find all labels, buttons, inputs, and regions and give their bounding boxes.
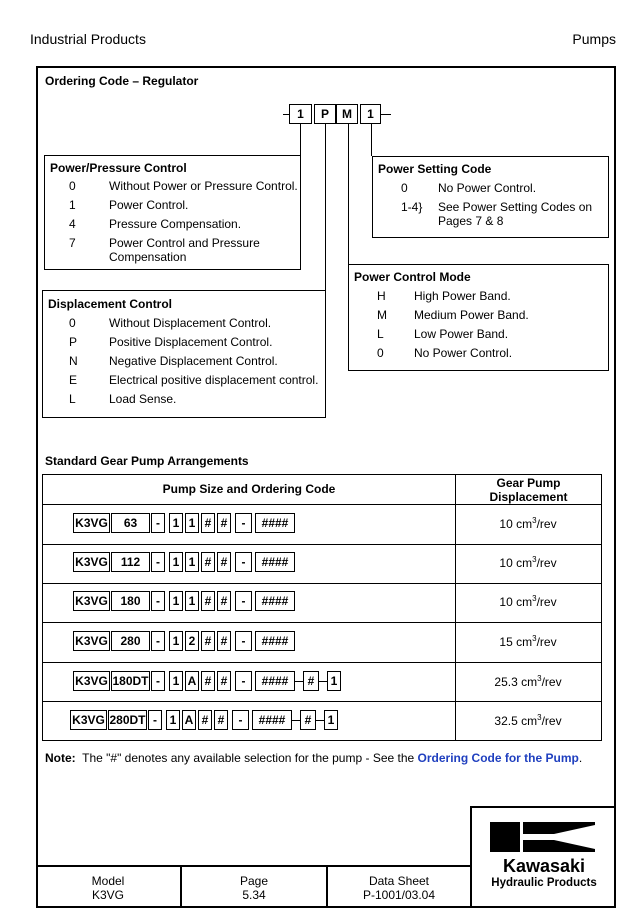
gear-code-cell: # <box>201 671 215 691</box>
gear-code-cell: 1 <box>169 513 183 533</box>
disp-value: 10 cm <box>499 556 533 570</box>
pp-code: 0 <box>69 179 76 193</box>
gear-code-cell: - <box>148 710 162 730</box>
kawasaki-logo-icon <box>490 820 598 860</box>
gear-code-cell: - <box>232 710 249 730</box>
ps-code: 0 <box>401 181 408 195</box>
regulator-title: Ordering Code – Regulator <box>45 74 199 88</box>
gear-code-cell: 1 <box>185 552 199 572</box>
gear-code-cell: #### <box>255 671 295 691</box>
power-pressure-title: Power/Pressure Control <box>50 161 187 175</box>
gear-code-cell: 1 <box>166 710 180 730</box>
footer-page-label: Page <box>239 874 269 888</box>
gear-displacement <box>455 516 601 531</box>
gear-code-cell: # <box>217 671 231 691</box>
pp-code: 7 <box>69 236 76 250</box>
dc-desc: Without Displacement Control. <box>109 316 272 330</box>
disp-value: 10 cm <box>499 517 533 531</box>
note <box>45 751 582 765</box>
gear-extra-cell: 1 <box>327 671 341 691</box>
gear-model-cell: K3VG <box>73 552 110 572</box>
dc-code: E <box>69 373 78 387</box>
gear-code-cell: # <box>217 513 231 533</box>
gear-code-cell: # <box>201 513 215 533</box>
pp-code: 1 <box>69 198 76 212</box>
gear-displacement <box>455 555 601 570</box>
pm-desc: No Power Control. <box>414 346 513 360</box>
gear-col1-header: Pump Size and Ordering Code <box>162 482 336 496</box>
power-pressure-box <box>44 155 301 270</box>
gear-col2-header-line2: Displacement <box>489 490 568 504</box>
gear-size-cell: 112 <box>111 552 150 572</box>
pp-desc: Without Power or Pressure Control. <box>109 179 298 193</box>
note-end: . <box>578 751 583 765</box>
gear-code-cell: # <box>217 631 231 651</box>
disp-unit: /rev <box>536 517 557 531</box>
pp-desc: Pressure Compensation. <box>109 217 242 231</box>
power-setting-box <box>372 156 609 238</box>
pm-code: H <box>377 289 386 303</box>
disp-sup: 3 <box>532 634 537 643</box>
gear-size-cell: 280 <box>111 631 150 651</box>
gear-code-cell: # <box>201 552 215 572</box>
gear-displacement <box>455 634 601 649</box>
gear-code-cell: # <box>201 591 215 611</box>
gear-code-cell: # <box>198 710 212 730</box>
gear-code-cell: # <box>217 552 231 572</box>
gear-code-cell: - <box>235 631 252 651</box>
displacement-box <box>42 290 326 418</box>
logo-sub: Hydraulic Products <box>491 877 597 889</box>
gear-extra-cell: # <box>300 710 316 730</box>
disp-value: 10 cm <box>499 595 533 609</box>
disp-sup: 3 <box>532 594 537 603</box>
footer-page-value: 5.34 <box>242 888 266 902</box>
pm-desc: High Power Band. <box>414 289 511 303</box>
disp-value: 15 cm <box>499 635 533 649</box>
dc-desc: Negative Displacement Control. <box>109 354 278 368</box>
gear-code-cell: - <box>151 671 165 691</box>
footer-sheet-label: Data Sheet <box>368 874 430 888</box>
header-left: Industrial Products <box>30 31 146 47</box>
gear-model-cell: K3VG <box>73 513 110 533</box>
disp-sup: 3 <box>537 713 542 722</box>
power-mode-box <box>348 264 609 371</box>
pm-desc: Low Power Band. <box>414 327 509 341</box>
gear-code-cell: - <box>151 591 165 611</box>
gear-title: Standard Gear Pump Arrangements <box>45 454 249 468</box>
pp-desc: Power Control. <box>109 198 189 212</box>
disp-sup: 3 <box>537 674 542 683</box>
gear-model-cell: K3VG <box>73 671 110 691</box>
gear-extra-cell: 1 <box>324 710 338 730</box>
gear-code-cell: - <box>151 552 165 572</box>
pm-code: L <box>377 327 384 341</box>
dc-code: P <box>69 335 78 349</box>
displacement-title: Displacement Control <box>48 297 173 311</box>
dc-desc: Positive Displacement Control. <box>109 335 273 349</box>
footer-sheet-value: P-1001/03.04 <box>362 888 436 902</box>
gear-code-cell: #### <box>255 552 295 572</box>
disp-unit: /rev <box>541 714 562 728</box>
disp-value: 25.3 cm <box>494 675 538 689</box>
gear-code-cell: # <box>214 710 228 730</box>
gear-code-cell: 1 <box>185 513 199 533</box>
header-right: Pumps <box>572 31 616 47</box>
dc-desc: Load Sense. <box>109 392 177 406</box>
pp-desc: Power Control and Pressure Compensation <box>109 236 260 264</box>
gear-size-cell: 180 <box>111 591 150 611</box>
dc-desc: Electrical positive displacement control. <box>109 373 319 387</box>
reg-code-2: P <box>314 104 336 124</box>
pm-code: 0 <box>377 346 384 360</box>
gear-displacement <box>455 594 601 609</box>
disp-value: 32.5 cm <box>494 714 538 728</box>
dc-code: 0 <box>69 316 76 330</box>
disp-unit: /rev <box>541 675 562 689</box>
gear-code-cell: 1 <box>169 631 183 651</box>
power-mode-title: Power Control Mode <box>354 270 471 284</box>
footer-model-label: Model <box>91 874 125 888</box>
logo-name: Kawasaki <box>502 856 586 876</box>
gear-code-cell: A <box>182 710 196 730</box>
dc-code: L <box>69 392 76 406</box>
disp-unit: /rev <box>536 595 557 609</box>
gear-extra-cell: # <box>303 671 319 691</box>
gear-code-cell: 1 <box>169 591 183 611</box>
gear-code-cell: 1 <box>185 591 199 611</box>
disp-unit: /rev <box>536 635 557 649</box>
disp-sup: 3 <box>532 516 537 525</box>
disp-unit: /rev <box>536 556 557 570</box>
ps-code: 1-4} <box>401 200 423 214</box>
ps-desc: No Power Control. <box>438 181 537 195</box>
gear-model-cell: K3VG <box>73 631 110 651</box>
gear-code-cell: A <box>185 671 199 691</box>
gear-code-cell: - <box>151 513 165 533</box>
gear-code-cell: # <box>201 631 215 651</box>
gear-code-cell: #### <box>252 710 292 730</box>
ordering-code-link[interactable]: Ordering Code for the Pump <box>417 751 579 765</box>
gear-code-cell: - <box>235 552 252 572</box>
gear-code-cell: - <box>235 671 252 691</box>
gear-code-cell: #### <box>255 513 295 533</box>
gear-size-cell: 280DT <box>108 710 147 730</box>
reg-code-4: 1 <box>360 104 381 124</box>
gear-displacement <box>455 674 601 689</box>
gear-code-cell: # <box>217 591 231 611</box>
gear-size-cell: 180DT <box>111 671 150 691</box>
gear-code-cell: 2 <box>185 631 199 651</box>
gear-code-cell: - <box>235 513 252 533</box>
gear-code-cell: #### <box>255 631 295 651</box>
gear-displacement <box>455 713 601 728</box>
gear-code-cell: 1 <box>169 671 183 691</box>
gear-code-cell: 1 <box>169 552 183 572</box>
reg-code-3: M <box>336 104 358 124</box>
footer-model-value: K3VG <box>91 888 124 902</box>
pm-desc: Medium Power Band. <box>414 308 529 322</box>
gear-size-cell: 63 <box>111 513 150 533</box>
ps-desc: See Power Setting Codes on Pages 7 & 8 <box>438 200 593 228</box>
power-setting-title: Power Setting Code <box>378 162 492 176</box>
gear-code-cell: #### <box>255 591 295 611</box>
reg-code-1: 1 <box>289 104 312 124</box>
pp-code: 4 <box>69 217 76 231</box>
note-text: The "#" denotes any available selection for the pump - See the <box>75 751 418 765</box>
gear-model-cell: K3VG <box>73 591 110 611</box>
pm-code: M <box>377 308 387 322</box>
gear-model-cell: K3VG <box>70 710 107 730</box>
disp-sup: 3 <box>532 555 537 564</box>
gear-col2-header-line1: Gear Pump <box>496 476 561 490</box>
gear-code-cell: - <box>235 591 252 611</box>
dc-code: N <box>69 354 78 368</box>
gear-code-cell: - <box>151 631 165 651</box>
note-label: Note: <box>45 751 76 765</box>
